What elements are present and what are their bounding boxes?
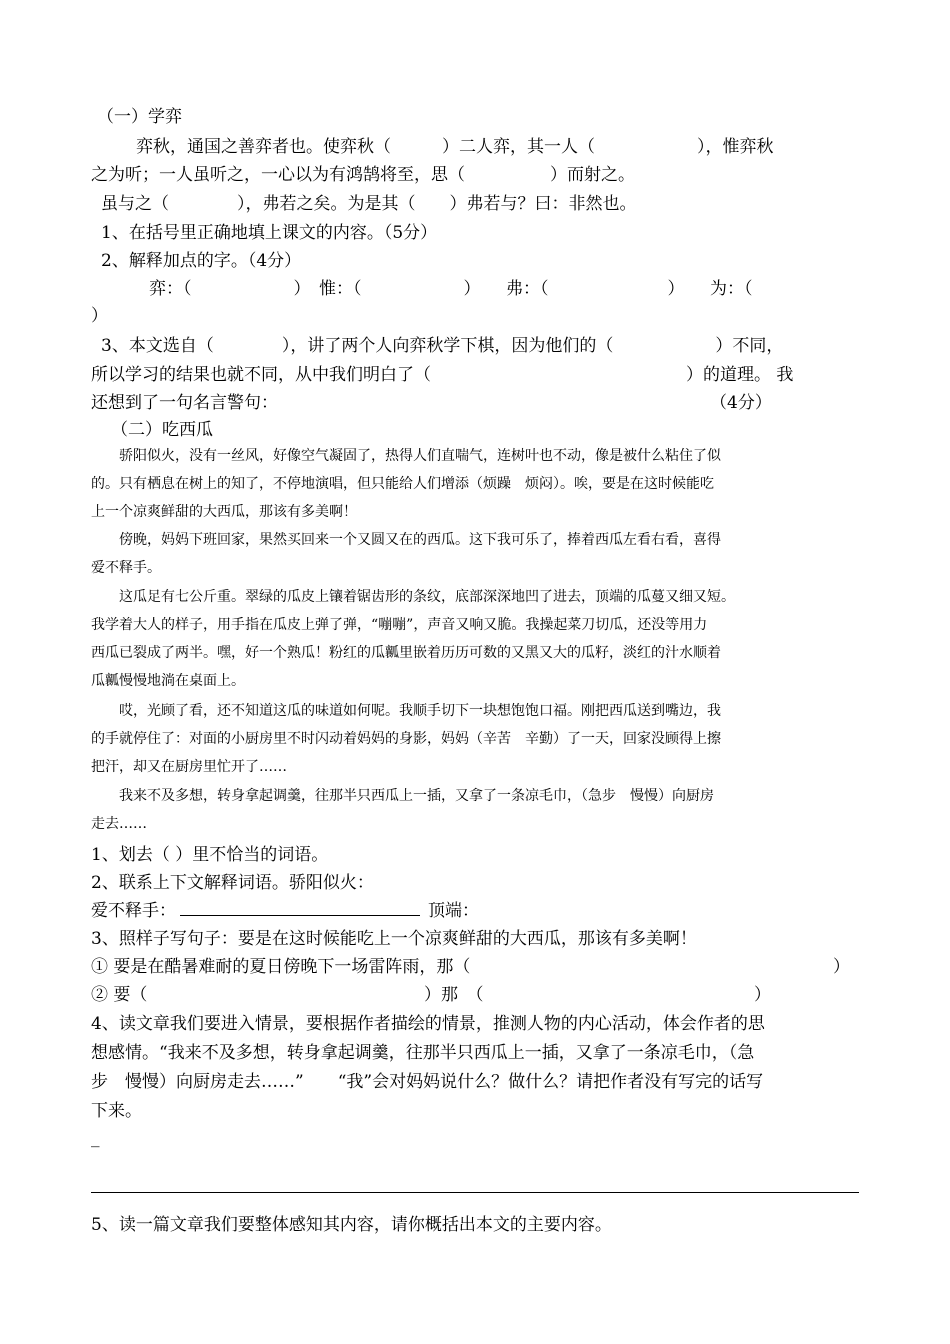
s2-question-5: 5、读一篇文章我们要整体感知其内容，请你概括出本文的主要内容。	[91, 1215, 612, 1235]
question-1: 1、在括号里正确地填上课文的内容。（5分）	[101, 223, 438, 243]
s2-question-4-line4: 下来。	[91, 1101, 142, 1121]
s2-question-4-line3: 步 慢慢）向厨房走去……” “我”会对妈妈说什么？做什么？请把作者没有写完的话写	[91, 1072, 764, 1092]
passage1-line1: 弈秋，通国之善弈者也。使弈秋（ ）二人弈，其一人（ ），惟弈秋	[136, 137, 774, 157]
s2-question-4-line1: 4、读文章我们要进入情景，要根据作者描绘的情景，推测人物的内心活动，体会作者的思	[91, 1014, 765, 1034]
passage2-line: 爱不释手。	[91, 560, 161, 576]
passage2-line: 走去……	[91, 816, 147, 832]
s2-question-3-item2-close: ）	[754, 985, 771, 1005]
passage2-line: 我学着大人的样子，用手指在瓜皮上弹了弹，“嘣嘣”，声音又响又脆。我操起菜刀切瓜，还没等用力	[91, 617, 708, 633]
passage2-line: 骄阳似火，没有一丝风，好像空气凝固了，热得人们直喘气，连树叶也不动，像是被什么粘住了似	[119, 448, 721, 464]
s2-question-1: 1、划去（ ）里不恰当的词语。	[91, 845, 329, 865]
passage2-line: 瓜瓤慢慢地淌在桌面上。	[91, 673, 245, 689]
s2-question-4-line2: 想感情。“我来不及多想，转身拿起调羹，往那半只西瓜上一插，又拿了一条凉毛巾，（急	[91, 1043, 755, 1063]
passage2-line: 把汗，却又在厨房里忙开了……	[91, 759, 287, 775]
question-3-line2: 所以学习的结果也就不同，从中我们明白了（ ）的道理。 我	[91, 365, 794, 385]
passage2-line: 这瓜足有七公斤重。翠绿的瓜皮上镶着锯齿形的条纹，底部深深地凹了进去，顶端的瓜蔓又细又短。	[119, 589, 735, 605]
s2-question-3-item2a: ② 要（	[91, 985, 148, 1005]
question-2: 2、解释加点的字。（4分）	[101, 251, 302, 271]
answer-rule-line[interactable]	[91, 1192, 859, 1193]
section2-title: （二）吃西瓜	[111, 420, 213, 440]
answer-line[interactable]	[180, 914, 420, 916]
question-3-score: （4分）	[710, 393, 772, 413]
s2-question-3-item2b: ）那 （	[424, 985, 484, 1005]
s2-question-2-blanks	[91, 896, 479, 921]
passage2-line: 上一个凉爽鲜甜的大西瓜，那该有多美啊！	[91, 504, 357, 520]
passage2-line: 的手就停住了：对面的小厨房里不时闪动着妈妈的身影，妈妈（辛苦 辛勤）了一天，回家没顾得上擦	[91, 731, 721, 747]
blank-mark: _	[91, 1128, 100, 1148]
s2-question-2: 2、联系上下文解释词语。骄阳似火：	[91, 873, 374, 893]
question-2-blanks: 弈：（ ） 惟：（ ） 弗：（ ） 为：（	[149, 279, 753, 299]
question-2-close: ）	[91, 306, 108, 326]
passage2-line: 哎，光顾了看，还不知道这瓜的味道如何呢。我顺手切下一块想饱饱口福。刚把西瓜送到嘴边，我	[119, 703, 721, 719]
section1-title: （一）学弈	[97, 107, 182, 127]
question-3-line1: 3、本文选自（ ），讲了两个人向弈秋学下棋，因为他们的（ ）不同，	[101, 336, 784, 356]
question-3-line3: 还想到了一句名言警句：	[91, 393, 278, 413]
blank-label-aibushishou: 爱不释手：	[91, 901, 176, 921]
s2-question-3-item1-close: ）	[833, 957, 850, 977]
passage1-line3: 虽与之（ ），弗若之矣。为是其（ ）弗若与？曰：非然也。	[101, 194, 637, 214]
passage2-line: 傍晚，妈妈下班回家，果然买回来一个又圆又在的西瓜。这下我可乐了，捧着西瓜左看右看，喜得	[119, 532, 721, 548]
passage1-line2: 之为听；一人虽听之，一心以为有鸿鹄将至，思（ ）而射之。	[91, 165, 635, 185]
passage2-line: 我来不及多想，转身拿起调羹，往那半只西瓜上一插，又拿了一条凉毛巾，（急步 慢慢）向厨房	[119, 788, 714, 804]
s2-question-3-item1: ① 要是在酷暑难耐的夏日傍晚下一场雷阵雨，那（	[91, 957, 471, 977]
s2-question-3: 3、照样子写句子：要是在这时候能吃上一个凉爽鲜甜的大西瓜，那该有多美啊！	[91, 929, 697, 949]
passage2-line: 的。只有栖息在树上的知了，不停地演唱，但只能给人们增添（烦躁 烦闷）。唉，要是在这时候能吃	[91, 476, 714, 492]
passage2-line: 西瓜已裂成了两半。嘿，好一个熟瓜！粉红的瓜瓤里嵌着历历可数的又黑又大的瓜籽，淡红的汁水顺着	[91, 645, 721, 661]
blank-label-dingduan: 顶端：	[428, 901, 479, 921]
